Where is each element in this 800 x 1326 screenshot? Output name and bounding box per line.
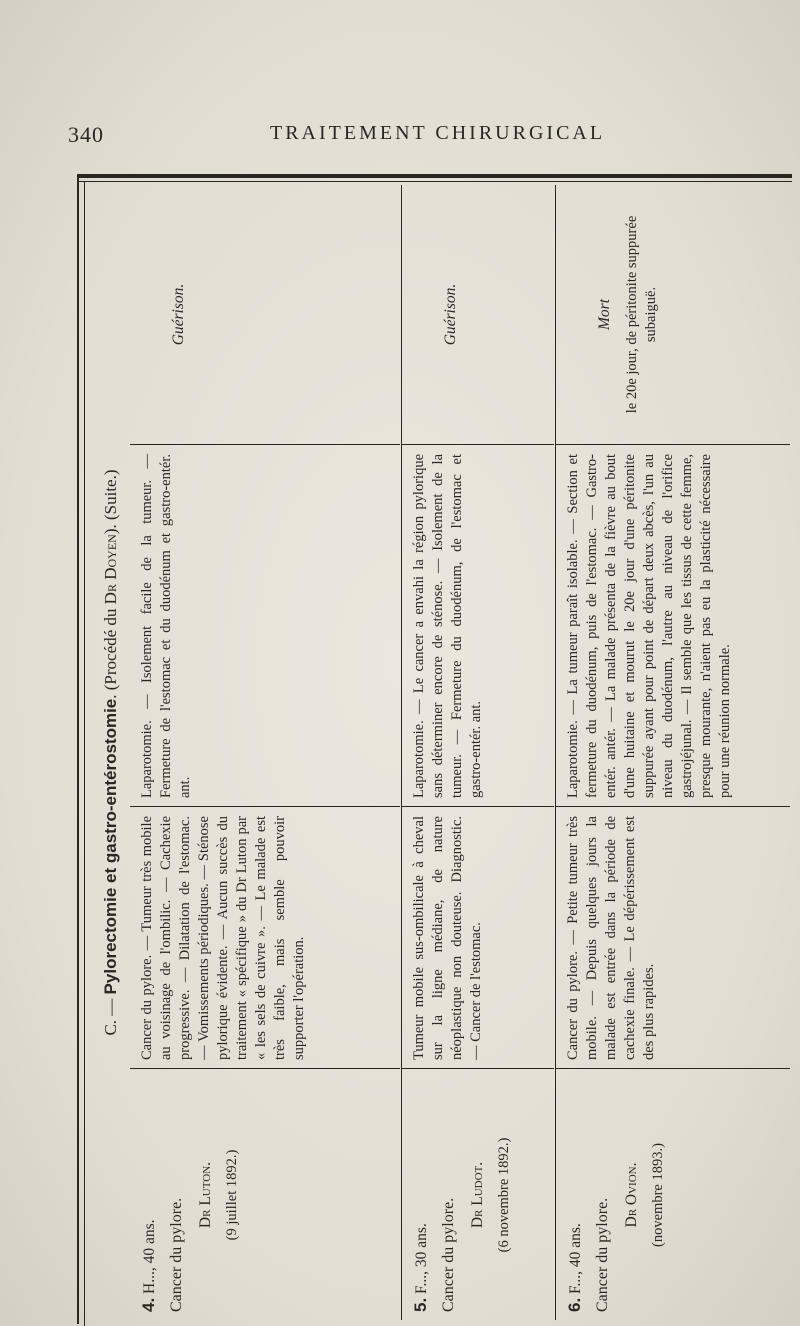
table-border-top: [77, 174, 792, 178]
case-patient: H..., 40 ans.: [141, 1219, 158, 1294]
case-outcome: Guérison.: [170, 283, 187, 346]
column-divider: [130, 444, 400, 445]
column-divider: [130, 806, 400, 807]
case-history: Cancer du pylore. — Petite tumeur très mobile. — Depuis quelques jours la malade est entrée dans la période de cachexie finale. — Le dépérissement est des plus rapides.: [565, 816, 657, 1060]
column-divider: [402, 444, 554, 445]
case-patient: F..., 30 ans.: [413, 1223, 430, 1294]
table-border-left: [77, 174, 79, 1324]
case-outcome-cell: [402, 185, 554, 444]
case-doctor: Dr Ovion.: [623, 1162, 640, 1228]
case-date: (6 novembre 1892.): [496, 1137, 512, 1253]
page-number: 340: [68, 122, 104, 147]
table-border-top-inner: [77, 181, 792, 182]
case-outcome-detail: le 20e jour, de péritonite suppurée subaiguë.: [624, 215, 659, 414]
case-diagnosis: Cancer du pylore.: [440, 1197, 457, 1312]
case-doctor: Dr Ludot.: [469, 1161, 486, 1229]
case-date: (novembre 1893.): [650, 1143, 666, 1247]
table-row: [130, 185, 400, 1320]
case-operation: Laparotomie. — Le cancer a envahi la région pylorique sans déterminer encore de sténose. — Isolement de la tumeur. — Fermeture du duodénum, de l'estomac et gastro-entér. ant.: [411, 454, 484, 798]
column-divider: [130, 1068, 400, 1069]
column-divider: [402, 1068, 554, 1069]
table-title: [100, 185, 121, 1320]
case-outcome: Guérison.: [442, 283, 459, 346]
case-number: 5.: [411, 1297, 430, 1312]
case-outcome-cell: [556, 185, 790, 444]
title-prefix: C. —: [101, 994, 120, 1036]
title-suffix: ). (Suite.): [101, 469, 120, 535]
case-diagnosis: Cancer du pylore.: [168, 1197, 185, 1312]
rotated-table: [90, 185, 790, 1320]
case-identity: [130, 1070, 400, 1320]
case-doctor: Dr Luton.: [197, 1161, 214, 1229]
case-number: 4.: [139, 1297, 158, 1312]
case-patient: F..., 40 ans.: [567, 1223, 584, 1294]
case-operation: Laparotomie. — Isolement facile de la tumeur. — Fermeture de l'estomac et du duodénum et gastro-entér. ant.: [139, 454, 193, 798]
column-divider: [402, 806, 554, 807]
case-outcome: Mort: [596, 299, 613, 330]
case-identity: [402, 1070, 554, 1320]
case-outcome-cell: [130, 185, 400, 444]
case-date: (9 juillet 1892.): [224, 1149, 240, 1241]
column-divider: [556, 444, 790, 445]
running-title: TRAITEMENT CHIRURGICAL: [270, 122, 606, 144]
column-divider: [556, 1068, 790, 1069]
title-doctor: r Doyen: [101, 534, 120, 593]
case-number: 6.: [565, 1297, 584, 1312]
column-divider: [556, 806, 790, 807]
table-row: [556, 185, 790, 1320]
table-row: [402, 185, 554, 1320]
case-history: Tumeur mobile sus-ombilicale à cheval sur la ligne médiane, de nature néoplastique non douteuse. Diagnostic. — Cancer de l'estomac.: [411, 816, 484, 1060]
case-operation: Laparotomie. — La tumeur paraît isolable. — Section et fermeture du duodénum, puis de l'estomac. — Gastro-entér. antér. — La malade présenta de la fièvre au bout d'une huitaine et mourut le 20e jour d'une péritonite suppurée ayant pour point de départ deux abcès, l'un au niveau du duodénum, l'autre au niveau de l'orifice gastrojéjunal. — Il semble que les tissus de cette femme, presque mourante, n'aient pas eu la plasticité nécessaire pour une réunion normale.: [565, 454, 733, 798]
case-identity: [556, 1070, 790, 1320]
title-rest: . (Procédé du D: [101, 592, 120, 699]
case-diagnosis: Cancer du pylore.: [594, 1197, 611, 1312]
case-history: Cancer du pylore. — Tumeur très mobile au voisinage de l'ombilic. — Cachexie progressive. — Dilatation de l'estomac. — Vomissements périodiques. — Sténose pylorique évidente. — Aucun succès du traitement « spécifique » du Dr Luton par « les sels de cuivre ». — Le malade est très faible, mais semble pouvoir supporter l'opération.: [139, 816, 307, 1060]
title-main: Pylorectomie et gastro-entérostomie: [101, 698, 120, 995]
table-border-left-inner: [84, 181, 85, 1326]
